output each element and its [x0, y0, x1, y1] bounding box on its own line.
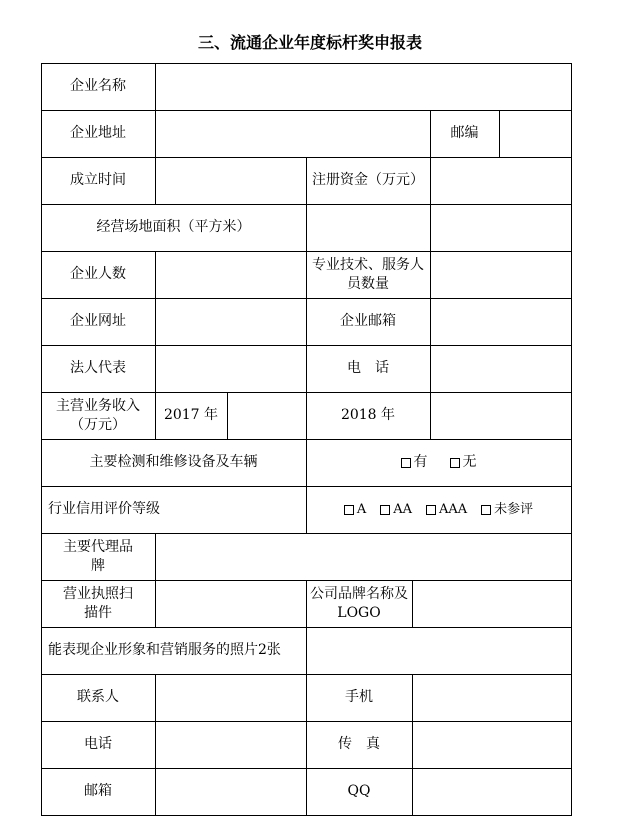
label-photos: 能表现企业形象和营销服务的照片2张: [48, 642, 281, 658]
label-company-name: 企业名称: [70, 78, 126, 94]
checkbox-has[interactable]: [401, 453, 428, 472]
input-mobile[interactable]: [413, 675, 571, 721]
input-tel[interactable]: [156, 722, 306, 768]
input-license[interactable]: [156, 581, 306, 627]
label-mail: 邮箱: [84, 783, 112, 799]
input-founded[interactable]: [156, 158, 306, 204]
credit-none-label: 未参评: [494, 502, 534, 517]
label-brands: 主要代理品牌: [63, 538, 133, 574]
checkbox-credit-none[interactable]: [481, 500, 533, 519]
input-postcode[interactable]: [500, 111, 571, 157]
credit-a-label: A: [356, 502, 367, 517]
checkbox-has-label: 有: [413, 454, 428, 470]
credit-aa-label: AA: [393, 502, 412, 517]
input-company-name[interactable]: [156, 64, 571, 110]
label-area: 经营场地面积（平方米）: [96, 219, 251, 235]
input-employees[interactable]: [156, 252, 306, 298]
label-license: 营业执照扫描件: [63, 585, 133, 621]
input-contact[interactable]: [156, 675, 306, 721]
rule: [306, 580, 307, 627]
input-tech-staff[interactable]: [431, 252, 571, 298]
label-company-address: 企业地址: [70, 125, 126, 141]
checkbox-none[interactable]: [450, 453, 477, 472]
input-website[interactable]: [156, 299, 306, 345]
input-revenue-2017[interactable]: [228, 393, 306, 439]
label-phone: 电 话: [347, 360, 389, 376]
label-capital: 注册资金（万元）: [312, 172, 424, 188]
input-fax[interactable]: [413, 722, 571, 768]
input-email[interactable]: [431, 299, 571, 345]
input-revenue-2018[interactable]: [431, 393, 571, 439]
label-contact: 联系人: [77, 689, 119, 705]
rule: [41, 815, 572, 816]
checkbox-credit-a[interactable]: [344, 500, 366, 519]
input-phone[interactable]: [431, 346, 571, 392]
credit-aaa-label: AAA: [438, 502, 468, 517]
label-equipment: 主要检测和维修设备及车辆: [89, 454, 258, 470]
label-mobile: 手机: [345, 689, 373, 705]
input-capital[interactable]: [431, 158, 571, 204]
form-title: 三、流通企业年度标杆奖申报表: [197, 33, 422, 52]
label-revenue: 主营业务收入（万元）: [56, 397, 140, 433]
label-fax: 传 真: [338, 736, 380, 752]
input-qq[interactable]: [413, 769, 571, 815]
label-legal-rep: 法人代表: [70, 360, 126, 376]
label-email: 企业邮箱: [340, 313, 396, 329]
label-credit: 行业信用评价等级: [48, 501, 160, 517]
credit-options: [306, 486, 571, 533]
input-brand-logo[interactable]: [413, 581, 571, 627]
checkbox-icon: [380, 505, 390, 515]
label-employees: 企业人数: [70, 266, 126, 282]
checkbox-credit-aaa[interactable]: [426, 500, 467, 519]
label-postcode: 邮编: [450, 125, 479, 141]
input-company-address[interactable]: [156, 111, 430, 157]
label-tech-staff: 专业技术、服务人员数量: [312, 256, 424, 292]
input-area[interactable]: [307, 205, 571, 251]
checkbox-none-label: 无: [462, 454, 477, 470]
label-brand-logo: 公司品牌名称及 LOGO: [310, 585, 408, 621]
input-mail[interactable]: [156, 769, 306, 815]
equipment-options: [306, 439, 571, 486]
label-founded: 成立时间: [70, 172, 126, 188]
checkbox-icon: [344, 505, 354, 515]
checkbox-icon: [401, 458, 411, 468]
input-brands[interactable]: [156, 534, 571, 580]
input-photos[interactable]: [307, 628, 571, 674]
label-year-2018: 2018 年: [340, 407, 396, 423]
label-year-2017: 2017 年: [163, 407, 219, 423]
checkbox-icon: [450, 458, 460, 468]
checkbox-credit-aa[interactable]: [380, 500, 412, 519]
label-qq: QQ: [347, 783, 371, 799]
label-tel: 电话: [84, 736, 112, 752]
rule: [571, 63, 572, 816]
label-website: 企业网址: [70, 313, 126, 329]
checkbox-icon: [426, 505, 436, 515]
input-legal-rep[interactable]: [156, 346, 306, 392]
checkbox-icon: [481, 505, 491, 515]
